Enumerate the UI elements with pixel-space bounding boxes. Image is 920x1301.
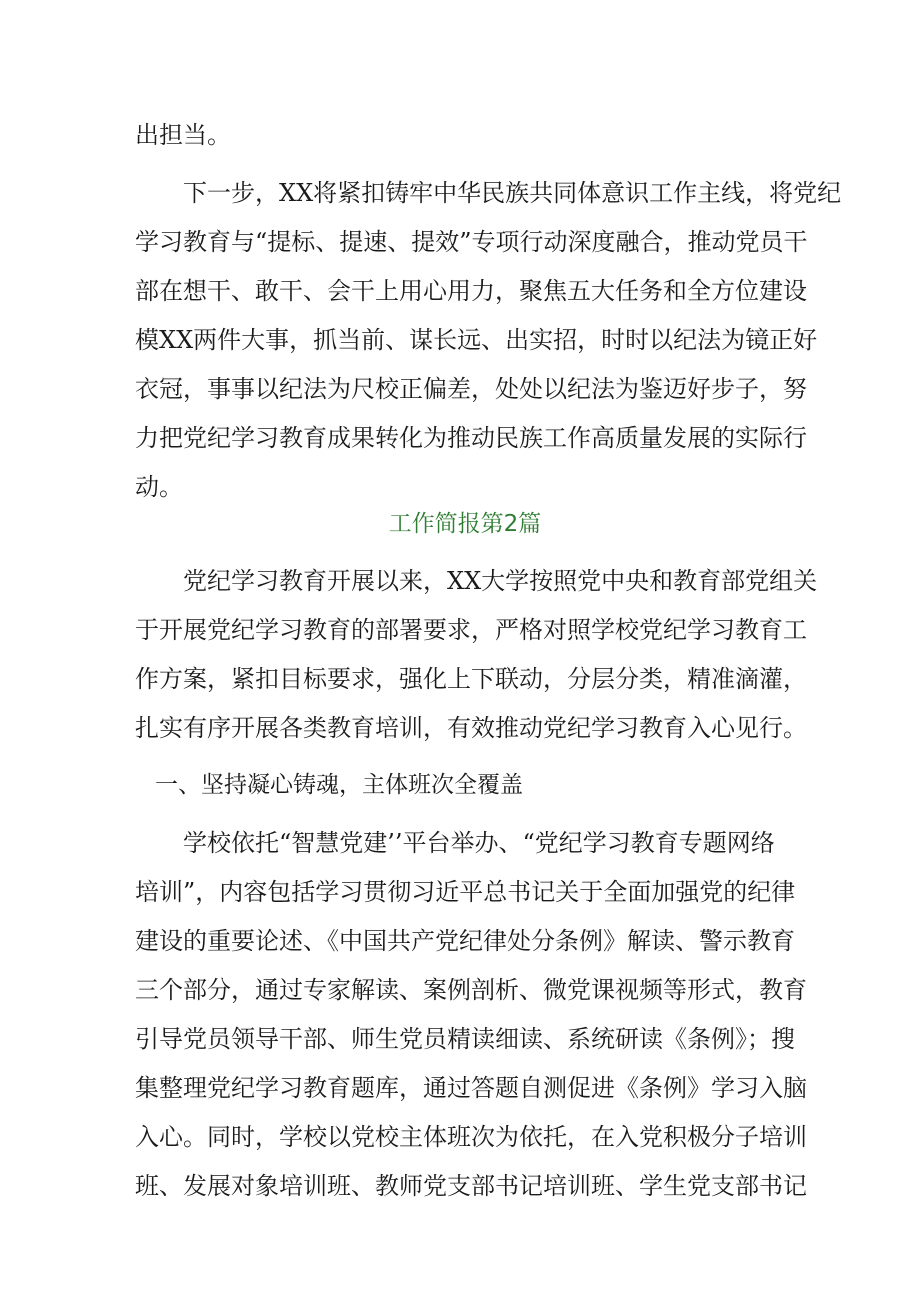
paragraph-line: 动。 <box>135 473 183 501</box>
paragraph-line: 集整理党纪学习教育题库，通过答题自测促进《条例》学习入脑 <box>135 1074 807 1102</box>
paragraph-line: 学习教育与“提标、提速、提效”专项行动深度融合，推动党员干 <box>135 228 808 256</box>
paragraph-line: 引导党员领导干部、师生党员精读细读、系统研读《条例》；搜 <box>135 1025 795 1053</box>
paragraph-line: 学校依托“智慧党建’’平台举办、“党纪学习教育专题网络 <box>183 829 775 857</box>
paragraph-line: 党纪学习教育开展以来，XX大学按照党中央和教育部党组关 <box>183 567 818 595</box>
paragraph-line: 部在想干、敢干、会干上用心用力，聚焦五大任务和全方位建设 <box>135 277 807 305</box>
document-title: 工作简报第2篇 <box>388 511 542 537</box>
paragraph-line: 建设的重要论述、《中国共产党纪律处分条例》解读、警示教育 <box>135 927 795 955</box>
paragraph-line: 出担当。 <box>135 121 231 149</box>
paragraph-line: 培训”，内容包括学习贯彻习近平总书记关于全面加强党的纪律 <box>135 878 796 906</box>
paragraph-line: 扎实有序开展各类教育培训，有效推动党纪学习教育入心见行。 <box>135 714 807 742</box>
paragraph-line: 模XX两件大事，抓当前、谋长远、出实招，时时以纪法为镜正好 <box>135 326 818 354</box>
paragraph-line: 于开展党纪学习教育的部署要求，严格对照学校党纪学习教育工 <box>135 616 807 644</box>
section-heading: 一、坚持凝心铸魂，主体班次全覆盖 <box>155 772 523 798</box>
paragraph-line: 班、发展对象培训班、教师党支部书记培训班、学生党支部书记 <box>135 1172 807 1200</box>
paragraph-line: 入心。同时，学校以党校主体班次为依托，在入党积极分子培训 <box>135 1123 807 1151</box>
paragraph-line: 力把党纪学习教育成果转化为推动民族工作高质量发展的实际行 <box>135 424 807 452</box>
paragraph-line: 衣冠，事事以纪法为尺校正偏差，处处以纪法为鉴迈好步子，努 <box>135 375 807 403</box>
paragraph-line: 作方案，紧扣目标要求，强化上下联动，分层分类，精准滴灌， <box>135 665 807 693</box>
paragraph-line: 三个部分，通过专家解读、案例剖析、微党课视频等形式，教育 <box>135 976 807 1004</box>
paragraph-line: 下一步，XX将紧扣铸牢中华民族共同体意识工作主线，将党纪 <box>183 179 842 207</box>
